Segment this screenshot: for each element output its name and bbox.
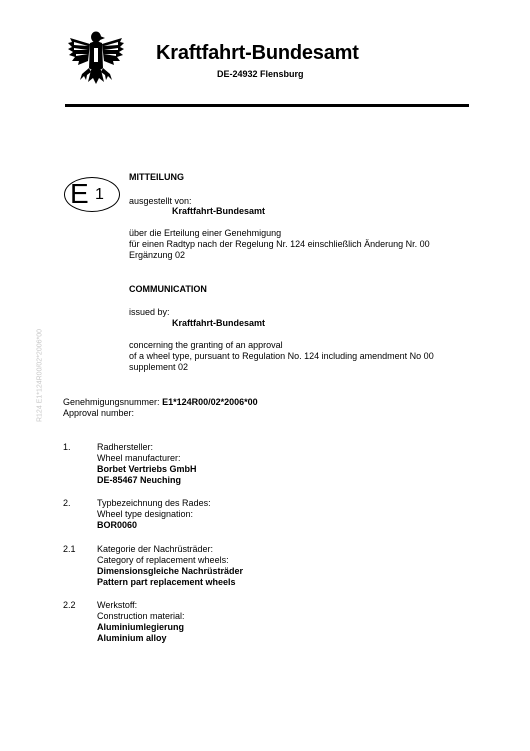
item-value: Pattern part replacement wheels bbox=[97, 577, 236, 587]
approval-number: E1*124R00/02*2006*00 bbox=[162, 397, 258, 407]
german-concerning-2: für einen Radtyp nach der Regelung Nr. 124 einschließlich Änderung Nr. 00 bbox=[129, 239, 430, 249]
item-label-en: Construction material: bbox=[97, 611, 185, 621]
item-value: Dimensionsgleiche Nachrüsträder bbox=[97, 566, 244, 576]
item-label-de: Typbezeichnung des Rades: bbox=[97, 498, 211, 508]
english-title: COMMUNICATION bbox=[129, 284, 207, 294]
side-reference: R124 E1*124R00/02*2006*00 bbox=[36, 328, 44, 423]
e-mark-letter: E bbox=[70, 178, 89, 209]
approval-label-en: Approval number: bbox=[63, 408, 135, 418]
item-number: 2. bbox=[63, 498, 71, 508]
item-label-en: Wheel type designation: bbox=[97, 509, 194, 519]
item-number: 1. bbox=[63, 442, 71, 452]
item-label-de: Kategorie der Nachrüsträder: bbox=[97, 544, 214, 554]
german-title: MITTEILUNG bbox=[129, 172, 184, 182]
item-label-en: Category of replacement wheels: bbox=[97, 555, 229, 565]
e-mark-number: 1 bbox=[95, 186, 104, 203]
item-value: Borbet Vertriebs GmbH bbox=[97, 464, 197, 474]
item-number: 2.1 bbox=[63, 544, 76, 554]
item-number: 2.2 bbox=[63, 600, 76, 610]
item-value: BOR0060 bbox=[97, 520, 138, 530]
organization-name: Kraftfahrt-Bundesamt bbox=[156, 42, 359, 64]
english-issuer: Kraftfahrt-Bundesamt bbox=[172, 318, 266, 328]
english-concerning-3: supplement 02 bbox=[129, 362, 189, 372]
organization-address: DE-24932 Flensburg bbox=[217, 69, 304, 79]
item-label-de: Radhersteller: bbox=[97, 442, 154, 452]
english-concerning-2: of a wheel type, pursuant to Regulation No. 124 including amendment No 00 bbox=[129, 351, 434, 361]
header-divider bbox=[65, 104, 469, 107]
german-issued-by-label: ausgestellt von: bbox=[129, 196, 192, 206]
german-issuer: Kraftfahrt-Bundesamt bbox=[172, 206, 266, 216]
federal-eagle-logo bbox=[64, 28, 128, 92]
german-concerning-3: Ergänzung 02 bbox=[129, 250, 186, 260]
item-value: Aluminium alloy bbox=[97, 633, 167, 643]
english-concerning-1: concerning the granting of an approval bbox=[129, 340, 283, 350]
item-label-de: Werkstoff: bbox=[97, 600, 138, 610]
item-value: DE-85467 Neuching bbox=[97, 475, 182, 485]
item-label-en: Wheel manufacturer: bbox=[97, 453, 181, 463]
approval-label-de: Genehmigungsnummer: bbox=[63, 397, 160, 407]
german-concerning-1: über die Erteilung einer Genehmigung bbox=[129, 228, 282, 238]
english-issued-by-label: issued by: bbox=[129, 307, 170, 317]
approval-number-row bbox=[63, 397, 258, 408]
item-value: Aluminiumlegierung bbox=[97, 622, 185, 632]
